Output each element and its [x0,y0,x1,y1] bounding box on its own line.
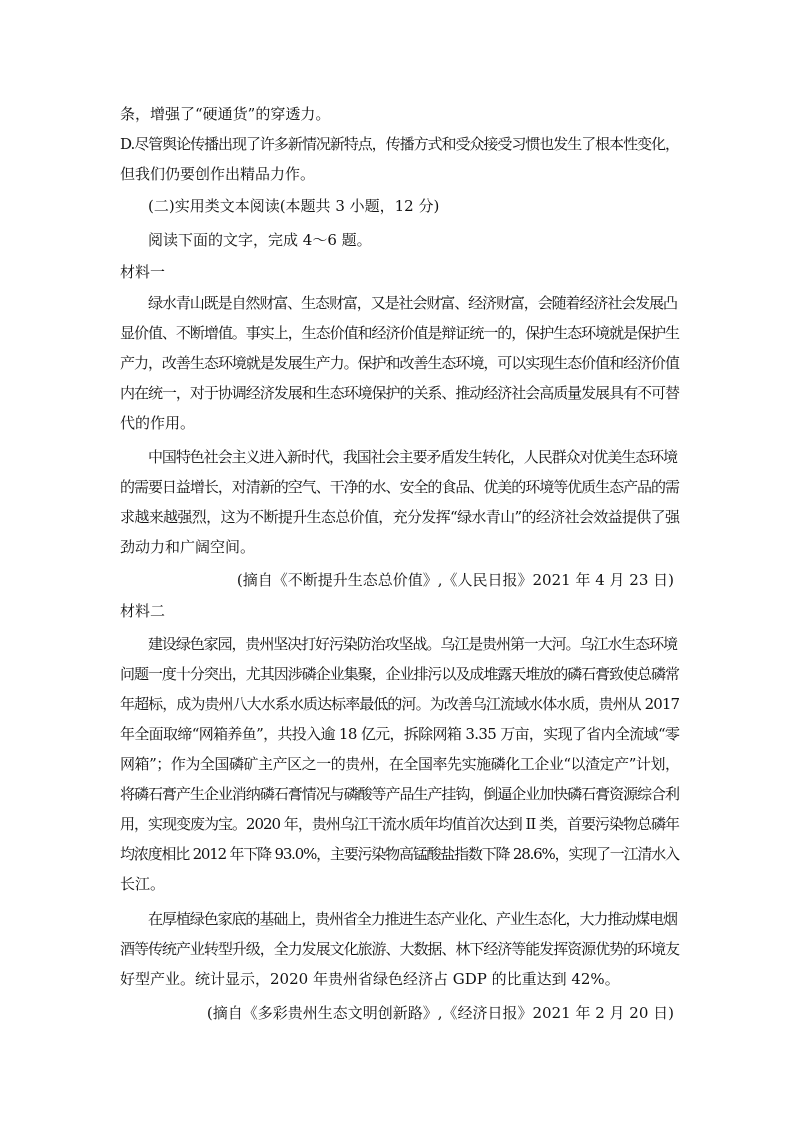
paragraph-line: 均浓度相比 2012 年下降 93.0%，主要污染物高锰酸盐指数下降 28.6%，实现了一江清水入 [120,845,679,863]
section-heading: (二)实用类文本阅读(本题共 3 小题，12 分) [148,197,440,215]
paragraph-line: 的需要日益增长，对清新的空气、干净的水、安全的食品、优美的环境等优质生态产品的需 [120,478,679,496]
paragraph-line: 用，实现变废为宝。2020 年，贵州乌江干流水质年均值首次达到 II 类，首要污染物总磷年 [120,815,679,833]
paragraph-line: 中国特色社会主义进入新时代，我国社会主要矛盾发生转化，人民群众对优美生态环境 [148,448,677,466]
paragraph-line: 年超标，成为贵州八大水系水质达标率最低的河。为改善乌江流域水体水质，贵州从 2017 [120,695,680,713]
option-d-line-1: D.尽管舆论传播出现了许多新情况新特点，传播方式和受众接受习惯也发生了根本性变化， [120,135,679,153]
paragraph-line: 酒等传统产业转型升级，全力发展文化旅游、大数据、林下经济等能发挥资源优势的环境友 [120,940,679,958]
paragraph-line: 内在统一，对于协调经济发展和生态环境保护的关系、推动经济社会高质量发展具有不可替 [120,384,679,402]
material-2-label: 材料二 [120,602,166,620]
paragraph-line: 劲动力和广阔空间。 [120,538,256,556]
paragraph-line: 问题一度十分突出，尤其因涉磷企业集聚，企业排污以及成堆露天堆放的磷石膏致使总磷常 [120,665,679,683]
material-2-source: (摘自《多彩贵州生态文明创新路》,《经济日报》2021 年 2 月 20 日) [206,1004,674,1022]
paragraph-line: 显价值、不断增值。事实上，生态价值和经济价值是辩证统一的，保护生态环境就是保护生 [120,324,679,342]
paragraph-line: 在厚植绿色家底的基础上，贵州省全力推进生态产业化、产业生态化，大力推动煤电烟 [148,910,677,928]
option-c-continuation: 条，增强了“硬通货”的穿透力。 [120,105,331,123]
paragraph-line: 产力，改善生态环境就是发展生产力。保护和改善生态环境，可以实现生态价值和经济价值 [120,354,679,372]
paragraph-line: 代的作用。 [120,414,196,432]
material-1-source: (摘自《不断提升生态总价值》,《人民日报》2021 年 4 月 23 日) [236,571,674,589]
paragraph-line: 求越来越强烈，这为不断提升生态总价值，充分发挥“绿水青山”的经济社会效益提供了强 [120,508,680,526]
reading-instruction: 阅读下面的文字，完成 4～6 题。 [148,231,372,249]
paragraph-line: 建设绿色家园，贵州坚决打好污染防治攻坚战。乌江是贵州第一大河。乌江水生态环境 [148,635,677,653]
paragraph-line: 长江。 [120,875,166,893]
material-1-label: 材料一 [120,263,166,281]
paragraph-line: 好型产业。统计显示，2020 年贵州省绿色经济占 GDP 的比重达到 42%。 [120,970,620,988]
option-d-line-2: 但我们仍要创作出精品力作。 [120,165,316,183]
paragraph-line: 年全面取缔“网箱养鱼”，共投入逾 18 亿元，拆除网箱 3.35 万亩，实现了省内全流域“零 [120,725,680,743]
paragraph-line: 将磷石膏产生企业消纳磷石膏情况与磷酸等产品生产挂钩，倒逼企业加快磷石膏资源综合利 [120,785,679,803]
paragraph-line: 绿水青山既是自然财富、生态财富，又是社会财富、经济财富，会随着经济社会发展凸 [148,294,677,312]
paragraph-line: 网箱”；作为全国磷矿主产区之一的贵州，在全国率先实施磷化工企业“以渣定产”计划， [120,755,680,773]
